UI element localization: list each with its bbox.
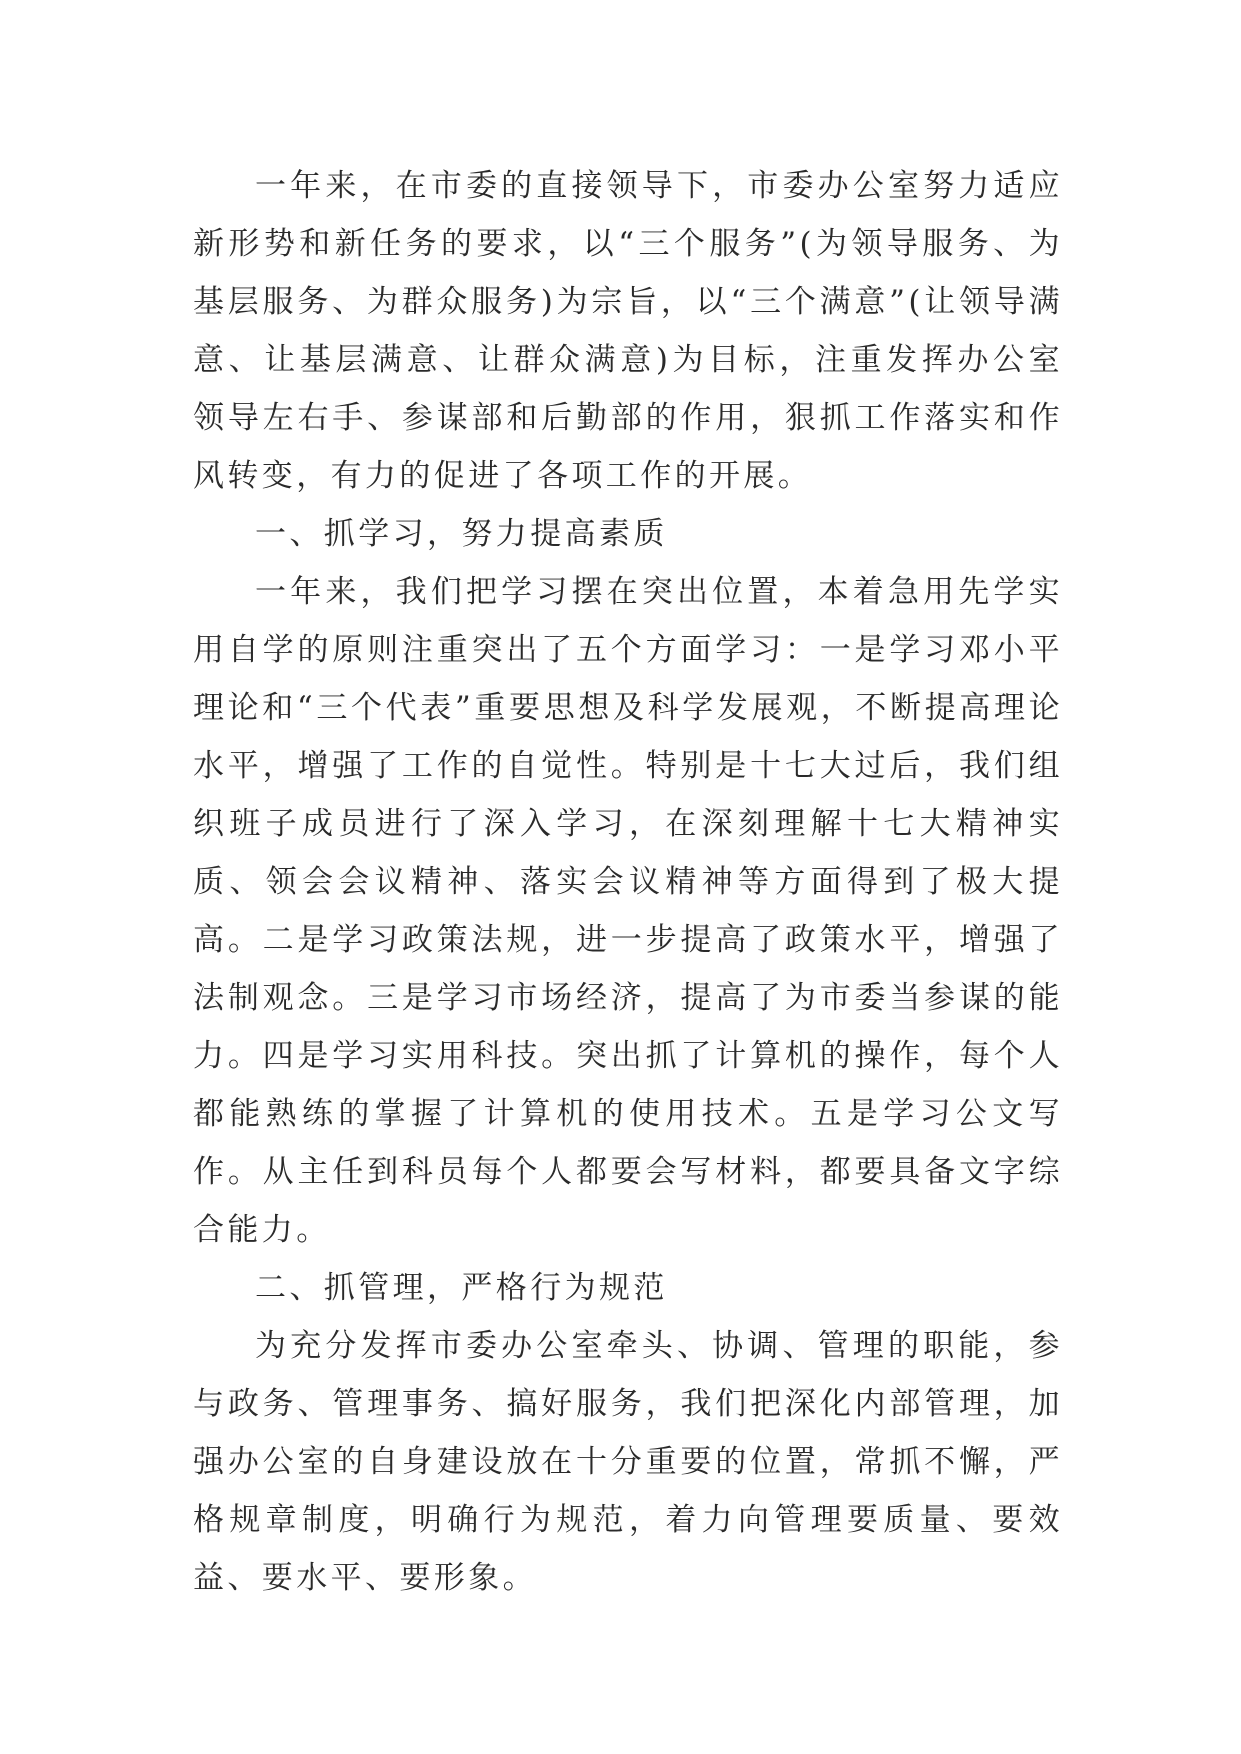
study-paragraph: 一年来，我们把学习摆在突出位置，本着急用先学实用自学的原则注重突出了五个方面学习：一是学习邓小平理论和“三个代表”重要思想及科学发展观，不断提高理论水平，增强了工作的自觉性。特别是十七大过后，我们组织班子成员进行了深入学习，在深刻理解十七大精神实质、领会会议精神、落实会议精神等方面得到了极大提高。二是学习政策法规，进一步提高了政策水平，增强了法制观念。三是学习市场经济，提高了为市委当参谋的能力。四是学习实用科技。突出抓了计算机的操作，每个人都能熟练的掌握了计算机的使用技术。五是学习公文写作。从主任到科员每个人都要会写材料，都要具备文字综合能力。 <box>193 574 1063 1248</box>
management-paragraph: 为充分发挥市委办公室牵头、协调、管理的职能，参与政务、管理事务、搞好服务，我们把深化内部管理，加强办公室的自身建设放在十分重要的位置，常抓不懈，严格规章制度，明确行为规范，着力向管理要质量、要效益、要水平、要形象。 <box>193 1328 1063 1596</box>
intro-paragraph: 一年来，在市委的直接领导下，市委办公室努力适应新形势和新任务的要求，以“三个服务”(为领导服务、为基层服务、为群众服务)为宗旨，以“三个满意”(让领导满意、让基层满意、让群众满意)为目标，注重发挥办公室领导左右手、参谋部和后勤部的作用，狠抓工作落实和作风转变，有力的促进了各项工作的开展。 <box>193 168 1063 494</box>
section-heading-study: 一、抓学习，努力提高素质 <box>255 516 668 552</box>
document-body <box>193 157 1063 1607</box>
section-heading-management: 二、抓管理，严格行为规范 <box>255 1270 668 1306</box>
